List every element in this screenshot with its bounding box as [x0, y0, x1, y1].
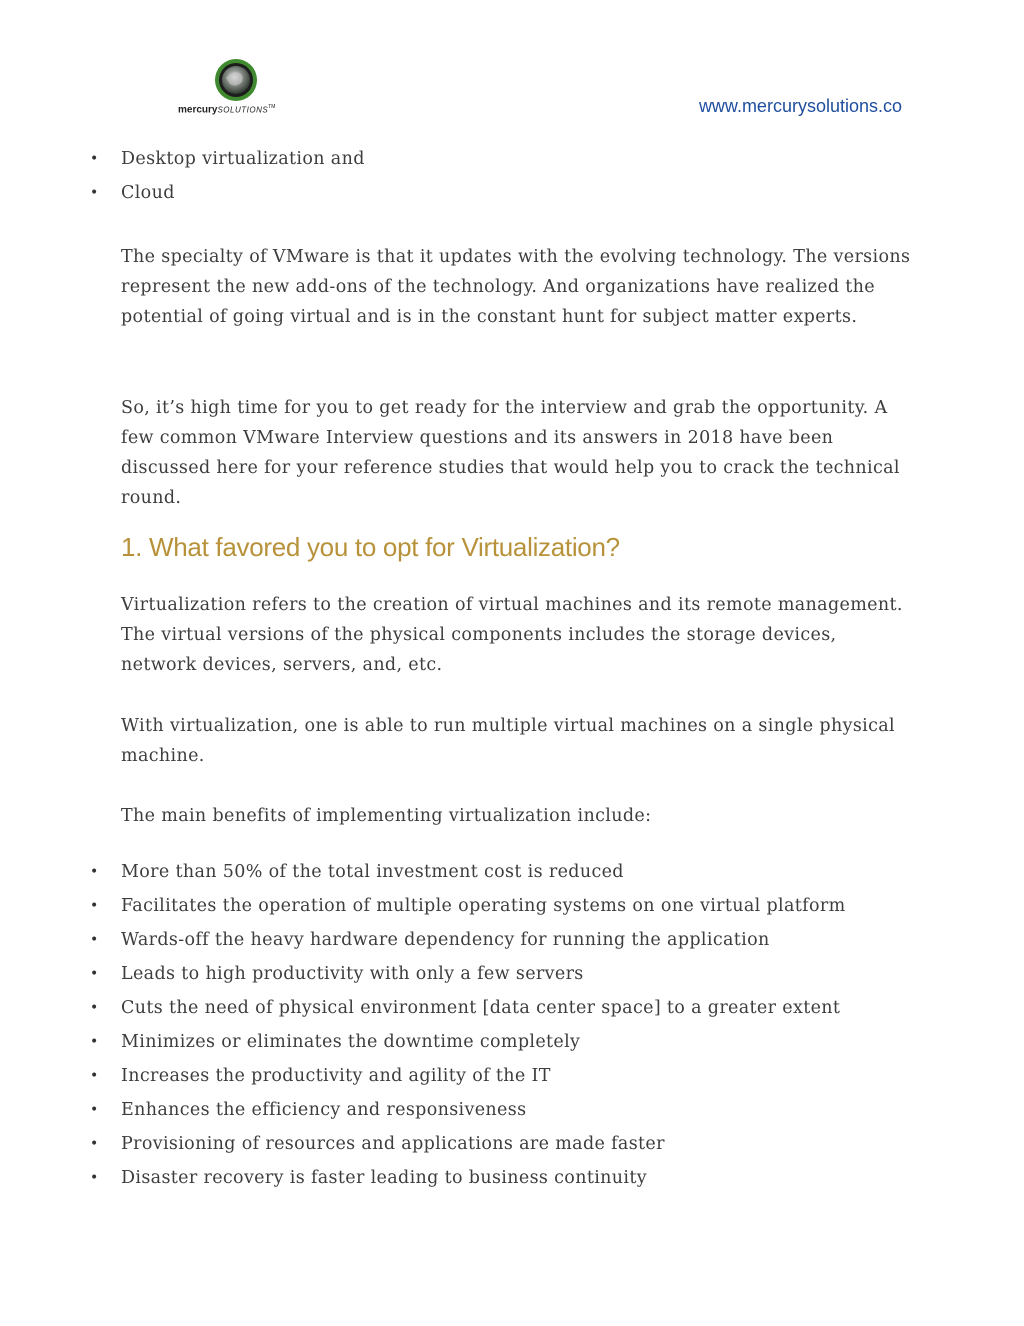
list-item: • Cloud	[90, 176, 365, 210]
list-item: • Enhances the efficiency and responsiveness	[90, 1093, 846, 1127]
logo-suffix: SOLUTIONS	[217, 105, 269, 115]
section-heading: 1. What favored you to opt for Virtualization?	[121, 532, 620, 562]
list-item: • Facilitates the operation of multiple operating systems on one virtual platform	[90, 889, 846, 923]
benefits-list	[90, 855, 846, 1195]
paragraph-multiple-vms: With virtualization, one is able to run multiple virtual machines on a single physical machine.	[121, 716, 895, 766]
logo-trademark: TM	[268, 104, 276, 110]
list-item: • More than 50% of the total investment cost is reduced	[90, 855, 846, 889]
website-link[interactable]: www.mercurysolutions.co	[698, 96, 902, 116]
paragraph-vmware-specialty: The specialty of VMware is that it updates with the evolving technology. The versions represent the new add-ons of the technology. And organizations have realized the potential of going virtual and is in the constant hunt for subject matter experts.	[121, 247, 911, 327]
list-item: • Leads to high productivity with only a few servers	[90, 957, 846, 991]
company-logo	[178, 58, 298, 118]
paragraph-benefits-intro: The main benefits of implementing virtualization include:	[121, 806, 652, 826]
intro-list	[90, 142, 365, 210]
list-item: • Desktop virtualization and	[90, 142, 365, 176]
logo-brand: mercury	[178, 104, 218, 116]
list-item: • Provisioning of resources and applications are made faster	[90, 1127, 846, 1161]
list-item: • Cuts the need of physical environment [data center space] to a greater extent	[90, 991, 846, 1025]
globe-icon	[214, 58, 258, 102]
list-item: • Minimizes or eliminates the downtime completely	[90, 1025, 846, 1059]
paragraph-interview-opportunity: So, it’s high time for you to get ready for the interview and grab the opportunity. A few common VMware Interview questions and its answers in 2018 have been discussed here for your reference studies that would help you to crack the technical round.	[121, 398, 900, 508]
list-item: • Disaster recovery is faster leading to business continuity	[90, 1161, 846, 1195]
logo-wordmark	[178, 104, 275, 115]
list-item: • Wards-off the heavy hardware dependency for running the application	[90, 923, 846, 957]
list-item: • Increases the productivity and agility of the IT	[90, 1059, 846, 1093]
paragraph-virtualization-definition: Virtualization refers to the creation of virtual machines and its remote management. The virtual versions of the physical components includes the storage devices, network devices, servers, and, etc.	[121, 595, 903, 675]
